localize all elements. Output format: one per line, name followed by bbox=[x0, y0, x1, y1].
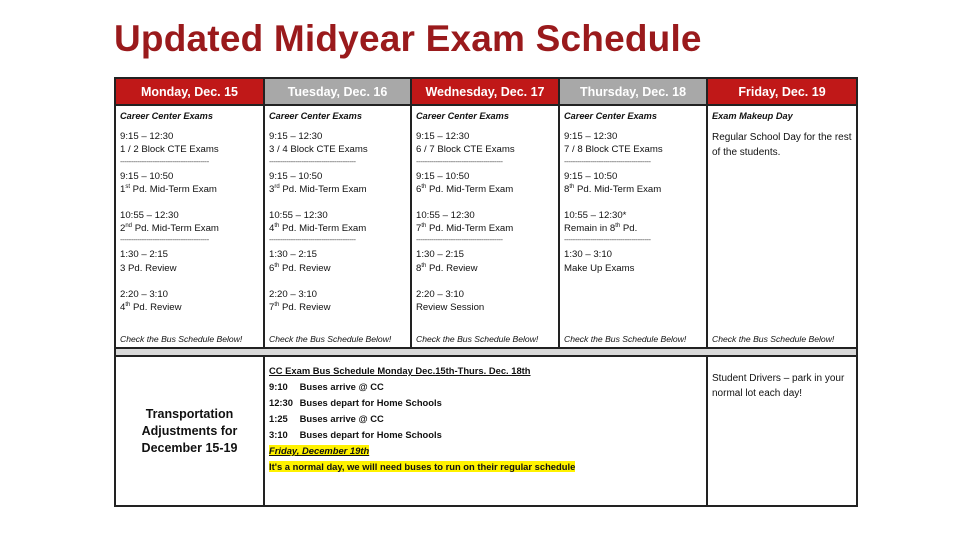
monday-slot2-desc: 2nd Pd. Mid-Term Exam bbox=[120, 223, 219, 235]
wednesday-cc-time: 9:15 – 12:30 bbox=[416, 131, 470, 143]
tuesday-separator: ---------------------------------------- bbox=[269, 156, 356, 166]
tuesday-slot1-desc: 3rd Pd. Mid-Term Exam bbox=[269, 183, 367, 195]
thursday-subheading: Career Center Exams bbox=[564, 111, 657, 121]
student-drivers-cell bbox=[707, 356, 857, 506]
tuesday-slot3-desc: 6th Pd. Review bbox=[269, 262, 331, 274]
friday-bus-heading: Friday, December 19th bbox=[269, 445, 370, 456]
tuesday-slot1-time: 9:15 – 10:50 bbox=[269, 170, 323, 182]
day-schedule-row bbox=[115, 105, 857, 348]
thursday-cc-time: 9:15 – 12:30 bbox=[564, 131, 618, 143]
header-tuesday: Tuesday, Dec. 16 bbox=[264, 78, 411, 105]
thursday-cell bbox=[559, 105, 707, 348]
friday-note: Regular School Day for the rest of the students. bbox=[712, 132, 852, 159]
thursday-slot2-desc: Remain in 8th Pd. bbox=[564, 223, 638, 235]
bus-schedule-cell bbox=[264, 356, 707, 506]
wednesday-cc-desc: 6 / 7 Block CTE Exams bbox=[416, 144, 515, 156]
friday-bus-text: It's a normal day, we will need buses to run on their regular schedule bbox=[269, 461, 576, 472]
wednesday-bus-note: Check the Bus Schedule Below! bbox=[416, 334, 539, 344]
day-header-row bbox=[115, 78, 857, 105]
tuesday-cc-desc: 3 / 4 Block CTE Exams bbox=[269, 144, 368, 156]
bus-row: 1:25 Buses arrive @ CC bbox=[269, 413, 384, 424]
monday-separator-2: ----------------------------------------- bbox=[120, 235, 209, 245]
header-monday: Monday, Dec. 15 bbox=[115, 78, 264, 105]
monday-cell bbox=[115, 105, 264, 348]
friday-subheading: Exam Makeup Day bbox=[712, 111, 793, 121]
wednesday-slot2-desc: 7th Pd. Mid-Term Exam bbox=[416, 223, 514, 235]
monday-slot1-desc: 1st Pd. Mid-Term Exam bbox=[120, 183, 217, 195]
tuesday-slot3-time: 1:30 – 2:15 bbox=[269, 249, 318, 261]
wednesday-slot3-desc: 8th Pd. Review bbox=[416, 262, 478, 274]
bus-row: 3:10 Buses depart for Home Schools bbox=[269, 429, 442, 440]
monday-bus-note: Check the Bus Schedule Below! bbox=[120, 334, 243, 344]
wednesday-subheading: Career Center Exams bbox=[416, 111, 509, 121]
wednesday-slot2-time: 10:55 – 12:30 bbox=[416, 210, 475, 222]
friday-cell bbox=[707, 105, 857, 348]
bus-row: 9:10 Buses arrive @ CC bbox=[269, 381, 384, 392]
transportation-label: Transportation Adjustments for December 15-19 bbox=[115, 356, 264, 506]
wednesday-separator-2: ---------------------------------------- bbox=[416, 235, 503, 245]
cc-bus-heading: CC Exam Bus Schedule Monday Dec.15th-Thurs. Dec. 18th bbox=[269, 365, 531, 376]
thursday-slot1-time: 9:15 – 10:50 bbox=[564, 170, 618, 182]
tuesday-slot4-desc: 7th Pd. Review bbox=[269, 301, 331, 314]
tuesday-slot2-desc: 4th Pd. Mid-Term Exam bbox=[269, 223, 367, 235]
thursday-cc-desc: 7 / 8 Block CTE Exams bbox=[564, 144, 663, 156]
thursday-slot1-desc: 8th Pd. Mid-Term Exam bbox=[564, 183, 662, 195]
bus-row: 12:30 Buses depart for Home Schools bbox=[269, 397, 442, 408]
tuesday-separator-2: ---------------------------------------- bbox=[269, 235, 356, 245]
tuesday-slot2-time: 10:55 – 12:30 bbox=[269, 210, 328, 222]
tuesday-slot4-time: 2:20 – 3:10 bbox=[269, 288, 318, 300]
wednesday-slot1-time: 9:15 – 10:50 bbox=[416, 170, 470, 182]
tuesday-bus-note: Check the Bus Schedule Below! bbox=[269, 334, 392, 344]
thursday-separator-2: ---------------------------------------- bbox=[564, 235, 651, 245]
header-wednesday: Wednesday, Dec. 17 bbox=[411, 78, 559, 105]
monday-slot1-time: 9:15 – 10:50 bbox=[120, 170, 174, 182]
page-title: Updated Midyear Exam Schedule bbox=[114, 18, 702, 59]
friday-bus-note: Check the Bus Schedule Below! bbox=[712, 334, 835, 344]
thursday-bus-note: Check the Bus Schedule Below! bbox=[564, 334, 687, 344]
student-drivers-note: Student Drivers – park in your normal lot each day! bbox=[712, 373, 845, 399]
wednesday-slot1-desc: 6th Pd. Mid-Term Exam bbox=[416, 183, 514, 195]
transportation-row bbox=[115, 356, 857, 506]
header-thursday: Thursday, Dec. 18 bbox=[559, 78, 707, 105]
wednesday-cell bbox=[411, 105, 559, 348]
monday-subheading: Career Center Exams bbox=[120, 111, 213, 121]
wednesday-slot4-desc: Review Session bbox=[416, 302, 485, 314]
monday-cc-desc: 1 / 2 Block CTE Exams bbox=[120, 144, 219, 156]
tuesday-subheading: Career Center Exams bbox=[269, 111, 362, 121]
monday-slot4-time: 2:20 – 3:10 bbox=[120, 288, 169, 300]
monday-slot3-time: 1:30 – 2:15 bbox=[120, 249, 169, 261]
wednesday-separator: ---------------------------------------- bbox=[416, 156, 503, 166]
exam-schedule-table bbox=[114, 77, 858, 507]
tuesday-cell bbox=[264, 105, 411, 348]
header-friday: Friday, Dec. 19 bbox=[707, 78, 857, 105]
monday-slot4-desc: 4th Pd. Review bbox=[120, 301, 182, 314]
thursday-slot3-desc: Make Up Exams bbox=[564, 262, 635, 274]
monday-slot2-time: 10:55 – 12:30 bbox=[120, 210, 179, 222]
monday-slot3-desc: 3 Pd. Review bbox=[120, 262, 177, 274]
monday-cc-time: 9:15 – 12:30 bbox=[120, 131, 174, 143]
wednesday-slot4-time: 2:20 – 3:10 bbox=[416, 288, 465, 300]
wednesday-slot3-time: 1:30 – 2:15 bbox=[416, 249, 465, 261]
table-divider bbox=[115, 348, 857, 356]
thursday-separator: ---------------------------------------- bbox=[564, 156, 651, 166]
monday-separator: ----------------------------------------- bbox=[120, 156, 209, 166]
tuesday-cc-time: 9:15 – 12:30 bbox=[269, 131, 323, 143]
thursday-slot3-time: 1:30 – 3:10 bbox=[564, 249, 613, 261]
thursday-slot2-time: 10:55 – 12:30* bbox=[564, 210, 627, 222]
